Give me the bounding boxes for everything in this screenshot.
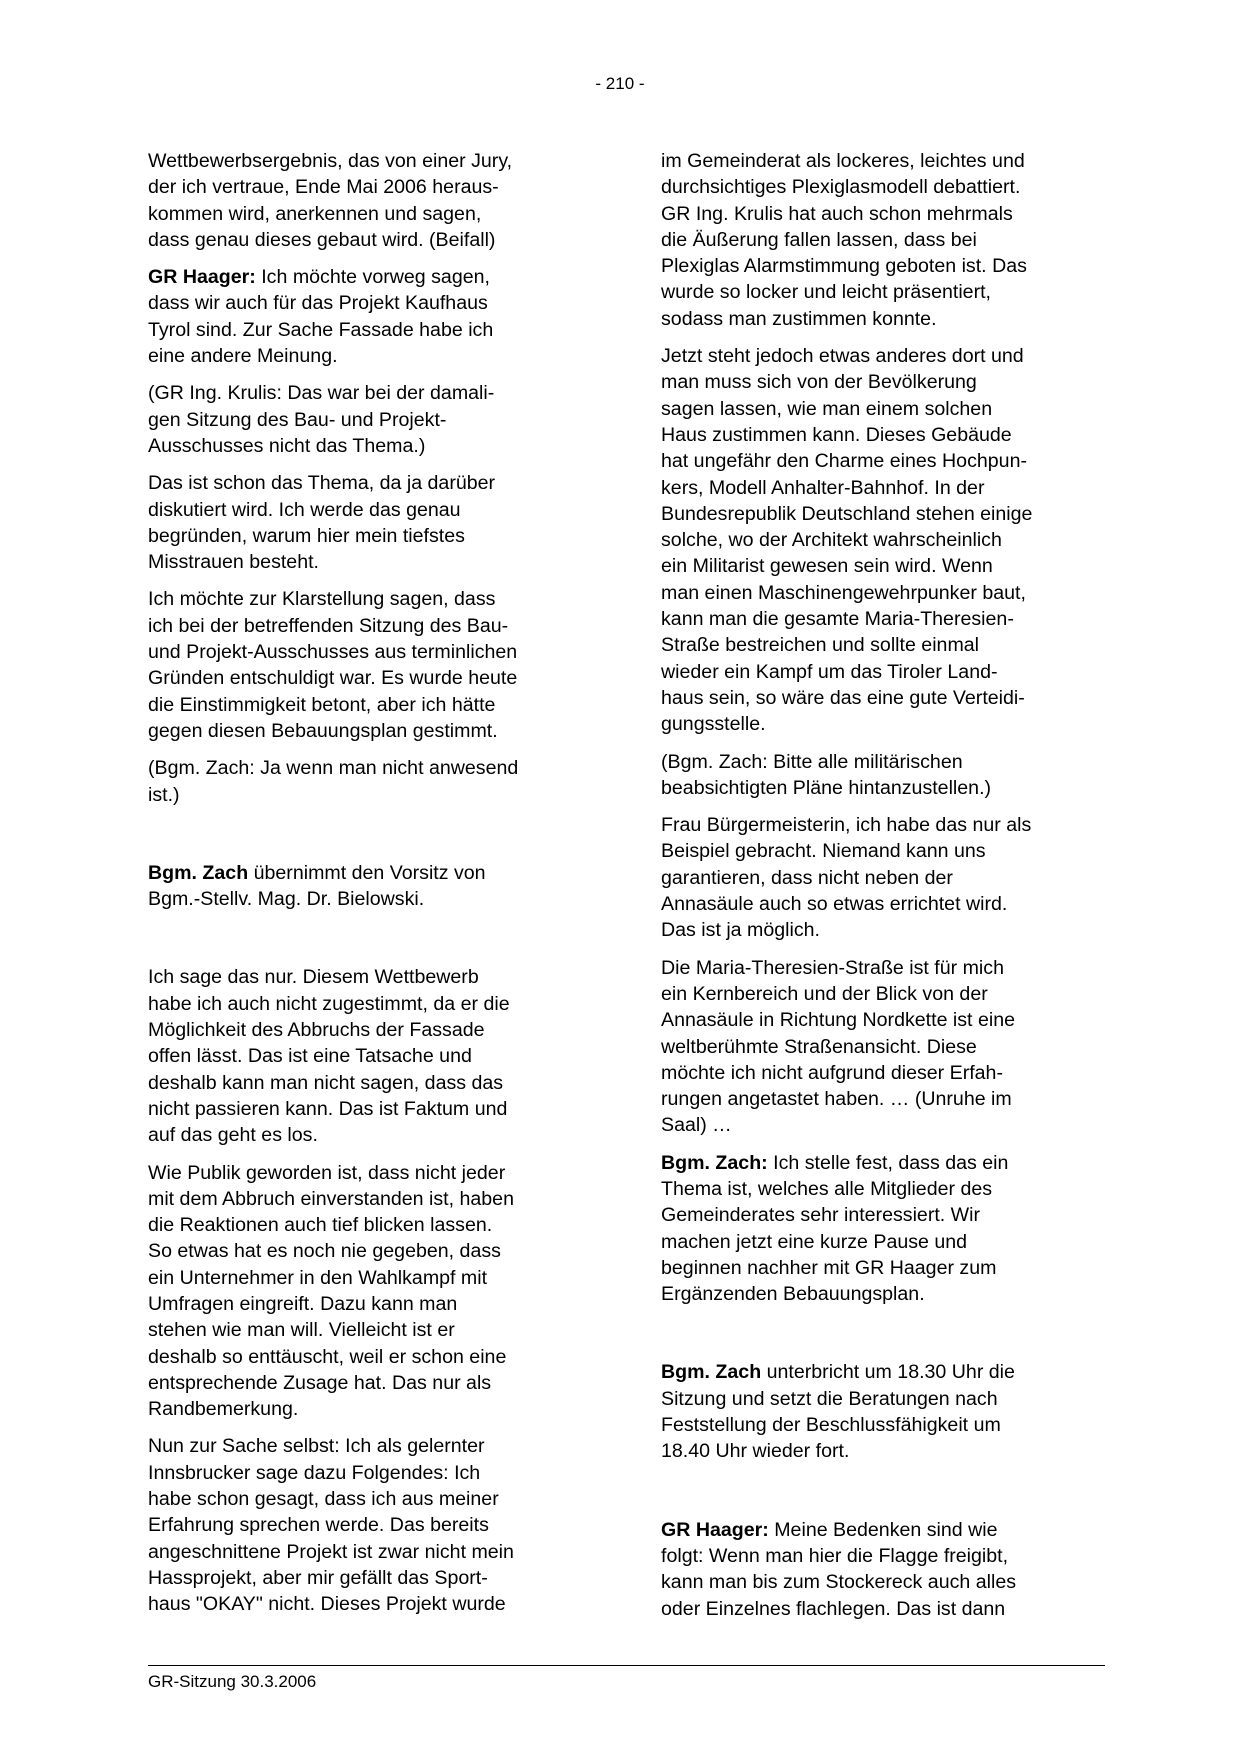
text-line: haus sein, so wäre das eine gute Verteidi- bbox=[661, 686, 1025, 709]
text-line: habe schon gesagt, dass ich aus meiner bbox=[148, 1488, 499, 1511]
text-line: Straße bestreichen und sollte einmal bbox=[661, 634, 980, 657]
text-line: Annasäule in Richtung Nordkette ist eine bbox=[661, 1009, 1015, 1032]
text-line: kann man die gesamte Maria-Theresien- bbox=[661, 608, 1014, 631]
paragraph bbox=[148, 755, 593, 808]
text-line: die Äußerung fallen lassen, dass bei bbox=[661, 228, 977, 251]
text-line: und Projekt-Ausschusses aus terminlichen bbox=[148, 641, 518, 664]
right-column bbox=[661, 148, 1106, 1633]
text-line: Sitzung und setzt die Beratungen nach bbox=[661, 1387, 998, 1410]
text-line: (Bgm. Zach: Ja wenn man nicht anwesend bbox=[148, 757, 519, 780]
text-line: nicht passieren kann. Das ist Faktum und bbox=[148, 1097, 508, 1120]
text-line: Annasäule auch so etwas errichtet wird. bbox=[661, 893, 1008, 916]
text-line: Misstrauen besteht. bbox=[148, 551, 319, 574]
paragraph bbox=[148, 1160, 593, 1423]
paragraph bbox=[661, 1150, 1106, 1308]
text-line: ich bei der betreffenden Sitzung des Bau- bbox=[148, 614, 509, 637]
text-line: weltberühmte Straßenansicht. Diese bbox=[661, 1035, 977, 1058]
paragraph bbox=[148, 148, 593, 253]
text-line: Plexiglas Alarmstimmung geboten ist. Das bbox=[661, 255, 1027, 278]
footer-rule bbox=[148, 1665, 1105, 1666]
text-line: rungen angetastet haben. … (Unruhe im bbox=[661, 1088, 1012, 1111]
text-line: möchte ich nicht aufgrund dieser Erfah- bbox=[661, 1061, 1003, 1084]
text-line: kommen wird, anerkennen und sagen, bbox=[148, 202, 482, 225]
text-line: Ergänzenden Bebauungsplan. bbox=[661, 1283, 925, 1306]
text-line: machen jetzt eine kurze Pause und bbox=[661, 1230, 968, 1253]
text-line: Wie Publik geworden ist, dass nicht jeder bbox=[148, 1161, 506, 1184]
paragraph bbox=[148, 1433, 593, 1617]
text-line: wurde so locker und leicht präsentiert, bbox=[661, 281, 991, 304]
text-line: (GR Ing. Krulis: Das war bei der damali- bbox=[148, 382, 495, 405]
text-line: deshalb kann man nicht sagen, dass das bbox=[148, 1071, 504, 1094]
paragraph bbox=[148, 586, 593, 744]
text-line: beginnen nachher mit GR Haager zum bbox=[661, 1256, 997, 1279]
text-line: folgt: Wenn man hier die Flagge freigibt, bbox=[661, 1544, 1009, 1567]
text-line: Das ist ja möglich. bbox=[661, 919, 820, 942]
speaker-name: GR Haager: bbox=[661, 1518, 769, 1541]
paragraph bbox=[661, 1359, 1106, 1464]
text-line: begründen, warum hier mein tiefstes bbox=[148, 524, 465, 547]
text-line: Randbemerkung. bbox=[148, 1398, 299, 1421]
text-line: Beispiel gebracht. Niemand kann uns bbox=[661, 840, 986, 863]
text-line: (Bgm. Zach: Bitte alle militärischen bbox=[661, 750, 963, 773]
paragraph bbox=[661, 1517, 1106, 1622]
speaker-name: Bgm. Zach: bbox=[661, 1151, 768, 1174]
text-line: Umfragen eingreift. Dazu kann man bbox=[148, 1292, 458, 1315]
text-line: die Reaktionen auch tief blicken lassen. bbox=[148, 1214, 493, 1237]
text-line: Bundesrepublik Deutschland stehen einige bbox=[661, 502, 1033, 525]
text-line: Das ist schon das Thema, da ja darüber bbox=[148, 472, 496, 495]
text-line: Tyrol sind. Zur Sache Fassade habe ich bbox=[148, 318, 494, 341]
text-line: Saal) … bbox=[661, 1114, 732, 1137]
text-line: man einen Maschinengewehrpunker baut, bbox=[661, 581, 1026, 604]
text-line: kann man bis zum Stockereck auch alles bbox=[661, 1571, 1017, 1594]
text-line: eine andere Meinung. bbox=[148, 345, 338, 368]
text-line bbox=[661, 1359, 1106, 1385]
text-line: sodass man zustimmen konnte. bbox=[661, 307, 937, 330]
text-line: oder Einzelnes flachlegen. Das ist dann bbox=[661, 1597, 1006, 1620]
paragraph bbox=[661, 148, 1106, 332]
text-line: mit dem Abbruch einverstanden ist, haben bbox=[148, 1187, 514, 1210]
paragraph bbox=[661, 749, 1106, 802]
text-line: ist.) bbox=[148, 783, 180, 806]
text-line: sagen lassen, wie man einem solchen bbox=[661, 397, 993, 420]
text-line bbox=[661, 1150, 1106, 1176]
text-line: Haus zustimmen kann. Dieses Gebäude bbox=[661, 423, 1012, 446]
text-line: ein Kernbereich und der Blick von der bbox=[661, 982, 988, 1005]
text-line: Ich möchte zur Klarstellung sagen, dass bbox=[148, 588, 496, 611]
speaker-name: GR Haager: bbox=[148, 266, 256, 289]
text-line: durchsichtiges Plexiglasmodell debattiert. bbox=[661, 176, 1021, 199]
text-line: solche, wo der Architekt wahrscheinlich bbox=[661, 529, 1002, 552]
text-line: angeschnittene Projekt ist zwar nicht mein bbox=[148, 1540, 514, 1563]
text-line: entsprechende Zusage hat. Das nur als bbox=[148, 1371, 492, 1394]
text-line: Frau Bürgermeisterin, ich habe das nur als bbox=[661, 814, 1032, 837]
text-line: garantieren, dass nicht neben der bbox=[661, 866, 953, 889]
text-fragment: übernimmt den Vorsitz von bbox=[248, 861, 486, 884]
text-line: habe ich auch nicht zugestimmt, da er die bbox=[148, 992, 510, 1015]
text-line: Möglichkeit des Abbruchs der Fassade bbox=[148, 1019, 485, 1042]
text-line: Erfahrung sprechen werde. Das bereits bbox=[148, 1514, 489, 1537]
text-line bbox=[148, 860, 593, 886]
text-line: Innsbrucker sage dazu Folgendes: Ich bbox=[148, 1461, 481, 1484]
text-line: die Einstimmigkeit betont, aber ich hätte bbox=[148, 693, 496, 716]
text-line: ein Unternehmer in den Wahlkampf mit bbox=[148, 1266, 488, 1289]
paragraph bbox=[148, 380, 593, 459]
paragraph bbox=[661, 812, 1106, 943]
page-number: - 210 - bbox=[595, 74, 645, 93]
text-line: Die Maria-Theresien-Straße ist für mich bbox=[661, 956, 1004, 979]
text-line: Jetzt steht jedoch etwas anderes dort und bbox=[661, 345, 1024, 368]
text-line: kers, Modell Anhalter-Bahnhof. In der bbox=[661, 476, 985, 499]
footer-text: GR-Sitzung 30.3.2006 bbox=[148, 1672, 317, 1691]
text-line: Ausschusses nicht das Thema.) bbox=[148, 434, 426, 457]
paragraph bbox=[148, 964, 593, 1148]
speaker-name: Bgm. Zach bbox=[661, 1361, 762, 1384]
paragraph bbox=[661, 343, 1106, 737]
text-line: deshalb so enttäuscht, weil er schon eine bbox=[148, 1345, 507, 1368]
text-fragment: Ich möchte vorweg sagen, bbox=[255, 266, 490, 289]
text-line: Thema ist, welches alle Mitglieder des bbox=[661, 1177, 993, 1200]
text-line: Wettbewerbsergebnis, das von einer Jury, bbox=[148, 150, 513, 172]
paragraph bbox=[661, 955, 1106, 1139]
text-line: diskutiert wird. Ich werde das genau bbox=[148, 498, 461, 521]
text-line: 18.40 Uhr wieder fort. bbox=[661, 1440, 850, 1463]
text-line: offen lässt. Das ist eine Tatsache und bbox=[148, 1045, 472, 1068]
paragraph bbox=[148, 860, 593, 913]
text-line: gegen diesen Bebauungsplan gestimmt. bbox=[148, 719, 498, 742]
text-line: haus "OKAY" nicht. Dieses Projekt wurde bbox=[148, 1593, 506, 1616]
text-line: gungsstelle. bbox=[661, 713, 766, 736]
text-line: So etwas hat es noch nie gegeben, dass bbox=[148, 1240, 501, 1263]
text-line: Gemeinderates sehr interessiert. Wir bbox=[661, 1204, 981, 1227]
text-fragment: unterbricht um 18.30 Uhr die bbox=[761, 1361, 1015, 1384]
text-line: gen Sitzung des Bau- und Projekt- bbox=[148, 408, 447, 431]
text-line bbox=[148, 264, 593, 290]
text-line: wieder ein Kampf um das Tiroler Land- bbox=[661, 660, 998, 683]
text-line: ein Militarist gewesen sein wird. Wenn bbox=[661, 555, 993, 578]
text-fragment: Ich stelle fest, dass das ein bbox=[767, 1151, 1009, 1174]
text-line: GR Ing. Krulis hat auch schon mehrmals bbox=[661, 202, 1013, 225]
text-line: der ich vertraue, Ende Mai 2006 heraus- bbox=[148, 176, 499, 199]
text-line: Ich sage das nur. Diesem Wettbewerb bbox=[148, 966, 479, 989]
text-line: stehen wie man will. Vielleicht ist er bbox=[148, 1319, 455, 1342]
text-line: im Gemeinderat als lockeres, leichtes und bbox=[661, 150, 1025, 172]
text-line: dass genau dieses gebaut wird. (Beifall) bbox=[148, 228, 496, 251]
text-fragment: Meine Bedenken sind wie bbox=[768, 1518, 998, 1541]
text-line: Feststellung der Beschlussfähigkeit um bbox=[661, 1414, 1001, 1437]
text-line: Bgm.-Stellv. Mag. Dr. Bielowski. bbox=[148, 888, 425, 911]
text-line: Nun zur Sache selbst: Ich als gelernter bbox=[148, 1435, 485, 1458]
text-line: auf das geht es los. bbox=[148, 1124, 318, 1147]
speaker-name: Bgm. Zach bbox=[148, 861, 249, 884]
text-line: Hassprojekt, aber mir gefällt das Sport- bbox=[148, 1566, 488, 1589]
paragraph bbox=[148, 264, 593, 369]
text-line bbox=[661, 1517, 1106, 1543]
text-line: beabsichtigten Pläne hintanzustellen.) bbox=[661, 776, 992, 799]
text-line: Gründen entschuldigt war. Es wurde heute bbox=[148, 667, 518, 690]
text-line: hat ungefähr den Charme eines Hochpun- bbox=[661, 450, 1027, 473]
text-line: dass wir auch für das Projekt Kaufhaus bbox=[148, 292, 488, 315]
text-line: man muss sich von der Bevölkerung bbox=[661, 371, 977, 394]
paragraph bbox=[148, 470, 593, 575]
left-column bbox=[148, 148, 593, 1629]
